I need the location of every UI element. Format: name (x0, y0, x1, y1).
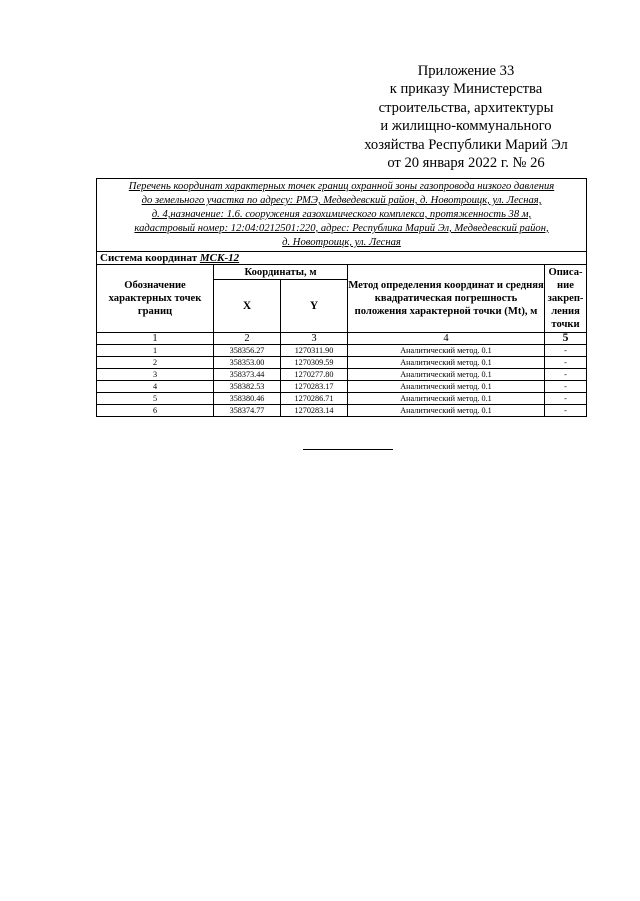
coord-x: 358374.77 (214, 405, 281, 417)
column-number: 3 (281, 333, 348, 345)
coord-x: 358382.53 (214, 381, 281, 393)
header-method: Метод определения координат и средняя квадратическая погрешность положения характерной точки (Mt), м (348, 265, 545, 333)
coordinates-table (96, 178, 587, 417)
table-title-line: кадастровый номер: 12:04:0212501:220, адрес: Республика Марий Эл, Медведевский район, (134, 223, 549, 234)
table-row (97, 381, 587, 393)
appendix-line: строительства, архитектуры (378, 99, 554, 116)
header-y: Y (281, 280, 348, 333)
table-title-line: д. 4,назначение: 1.6. сооружения газохимического комплекса, протяженность 38 м, (151, 209, 532, 220)
description: - (545, 381, 587, 393)
coord-y: 1270277.80 (281, 369, 348, 381)
coordinate-system-row (97, 252, 587, 265)
column-number-row (97, 333, 587, 345)
point-number: 1 (97, 345, 214, 357)
table-title (97, 179, 587, 252)
appendix-line: хозяйства Республики Марий Эл (364, 136, 568, 153)
point-number: 2 (97, 357, 214, 369)
coord-y: 1270309.59 (281, 357, 348, 369)
method: Аналитический метод. 0.1 (348, 357, 545, 369)
column-number: 5 (545, 333, 587, 345)
method: Аналитический метод. 0.1 (348, 345, 545, 357)
method: Аналитический метод. 0.1 (348, 405, 545, 417)
column-number: 4 (348, 333, 545, 345)
coord-y: 1270283.17 (281, 381, 348, 393)
table-title-line: Перечень координат характерных точек границ охранной зоны газопровода низкого давления (128, 181, 555, 192)
table-title-line: до земельного участка по адресу: РМЭ, Медведевский район, д. Новотроицк, ул. Лесная, (141, 195, 542, 206)
coordinate-system-name: МСК-12 (199, 252, 240, 264)
description: - (545, 345, 587, 357)
appendix-header (360, 62, 572, 172)
point-number: 3 (97, 369, 214, 381)
description: - (545, 357, 587, 369)
point-number: 4 (97, 381, 214, 393)
header-coordinates: Координаты, м (214, 265, 348, 280)
description: - (545, 393, 587, 405)
table-row (97, 357, 587, 369)
coord-y: 1270311.90 (281, 345, 348, 357)
coord-x: 358353.00 (214, 357, 281, 369)
description: - (545, 369, 587, 381)
point-number: 5 (97, 393, 214, 405)
coord-y: 1270283.14 (281, 405, 348, 417)
coord-x: 358380.46 (214, 393, 281, 405)
column-number: 1 (97, 333, 214, 345)
column-number: 2 (214, 333, 281, 345)
header-description: Описа-ние закреп-ления точки (545, 265, 587, 333)
description: - (545, 405, 587, 417)
table-row (97, 405, 587, 417)
coord-y: 1270286.71 (281, 393, 348, 405)
table-row (97, 369, 587, 381)
table-title-line: д. Новотроицк, ул. Лесная (282, 237, 401, 248)
coordinate-system-label: Система координат (100, 252, 200, 264)
method: Аналитический метод. 0.1 (348, 393, 545, 405)
coord-x: 358373.44 (214, 369, 281, 381)
coord-x: 358356.27 (214, 345, 281, 357)
method: Аналитический метод. 0.1 (348, 381, 545, 393)
divider-line (303, 449, 393, 450)
table-row (97, 393, 587, 405)
appendix-line: к приказу Министерства (389, 81, 543, 98)
appendix-line: Приложение 33 (417, 63, 515, 79)
appendix-line: от 20 января 2022 г. № 26 (387, 155, 545, 172)
method: Аналитический метод. 0.1 (348, 369, 545, 381)
point-number: 6 (97, 405, 214, 417)
appendix-line: и жилищно-коммунального (380, 118, 552, 135)
table-row (97, 345, 587, 357)
header-point: Обозначение характерных точек границ (97, 265, 214, 333)
header-x: X (214, 280, 281, 333)
